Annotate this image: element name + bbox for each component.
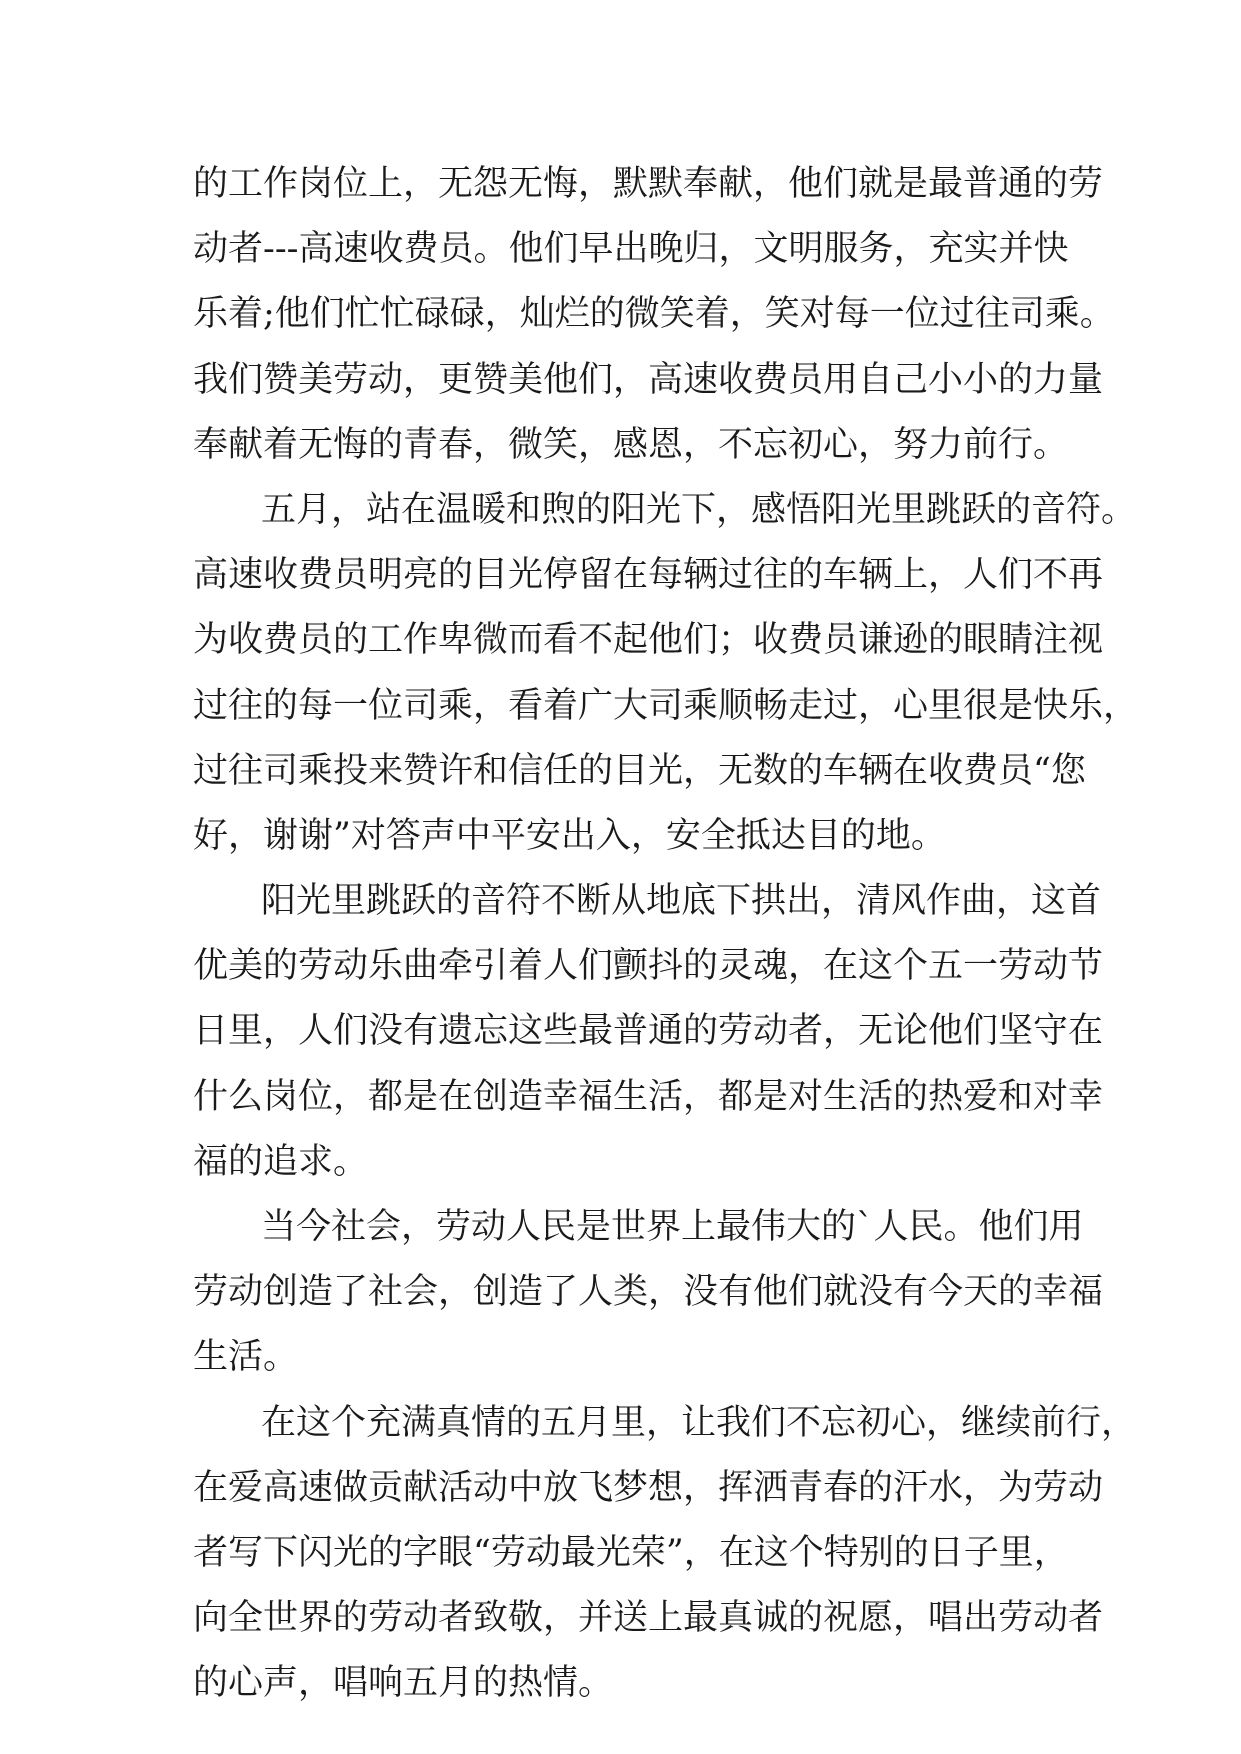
text-line: 好，谢谢”对答声中平安出入，安全抵达目的地。 [193, 815, 946, 856]
text-line: 当今社会，劳动人民是世界上最伟大的`人民。他们用 [261, 1207, 1084, 1247]
text-line: 什么岗位，都是在创造幸福生活，都是对生活的热爱和对幸 [193, 1076, 1104, 1117]
text-line: 在爱高速做贡献活动中放飞梦想，挥洒青春的汗水，为劳动 [193, 1467, 1104, 1508]
text-line: 我们赞美劳动，更赞美他们，高速收费员用自己小小的力量 [193, 359, 1104, 400]
text-line: 的心声，唱响五月的热情。 [193, 1663, 614, 1704]
text-line: 动者---高速收费员。他们早出晚归，文明服务，充实并快 [193, 229, 1069, 270]
text-line: 在这个充满真情的五月里，让我们不忘初心，继续前行， [261, 1402, 1137, 1443]
paragraph-4 [193, 1195, 1104, 1391]
text-line: 劳动创造了社会，创造了人类，没有他们就没有今天的幸福 [193, 1272, 1104, 1313]
paragraph-2 [193, 478, 1139, 869]
text-line: 为收费员的工作卑微而看不起他们；收费员谦逊的眼睛注视 [193, 620, 1104, 661]
text-line: 福的追求。 [193, 1141, 369, 1182]
document-body [193, 152, 1139, 1717]
text-line: 高速收费员明亮的目光停留在每辆过往的车辆上，人们不再 [193, 555, 1104, 596]
text-line: 乐着;他们忙忙碌碌，灿烂的微笑着，笑对每一位过往司乘。 [193, 294, 1115, 335]
paragraph-5 [193, 1391, 1137, 1717]
text-line: 者写下闪光的字眼“劳动最光荣”，在这个特别的日子里， [193, 1532, 1069, 1573]
text-line: 阳光里跳跃的音符不断从地底下拱出，清风作曲，这首 [261, 881, 1102, 922]
text-line: 向全世界的劳动者致敬，并送上最真诚的祝愿，唱出劳动者 [193, 1598, 1104, 1639]
text-line: 优美的劳动乐曲牵引着人们颤抖的灵魂，在这个五一劳动节 [193, 946, 1104, 987]
text-line: 奉献着无悔的青春，微笑，感恩，不忘初心，努力前行。 [193, 424, 1069, 465]
text-line: 日里，人们没有遗忘这些最普通的劳动者，无论他们坚守在 [193, 1011, 1104, 1052]
text-line: 过往司乘投来赞许和信任的目光，无数的车辆在收费员“您 [193, 750, 1086, 791]
text-line: 过往的每一位司乘，看着广大司乘顺畅走过，心里很是快乐， [193, 685, 1139, 726]
text-line: 的工作岗位上，无怨无悔，默默奉献，他们就是最普通的劳 [193, 164, 1104, 204]
text-line: 五月，站在温暖和煦的阳光下，感悟阳光里跳跃的音符。 [261, 489, 1137, 530]
paragraph-1 [193, 152, 1115, 478]
paragraph-3 [193, 869, 1104, 1195]
text-line: 生活。 [193, 1337, 299, 1378]
